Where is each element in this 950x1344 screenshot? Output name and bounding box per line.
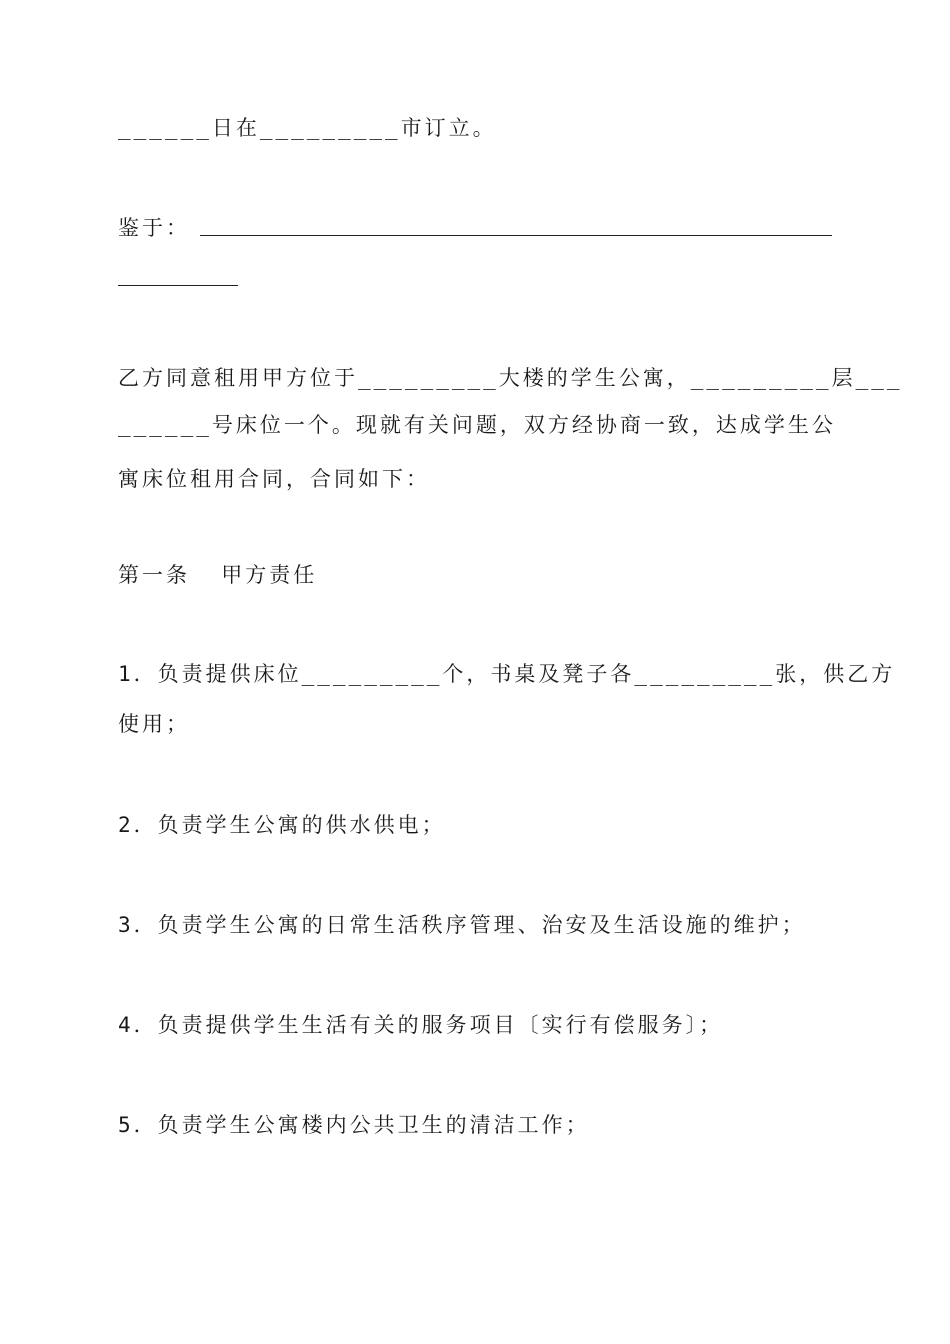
section-heading: 第一条 甲方责任 xyxy=(118,563,318,587)
whereas-blank-line-continued xyxy=(118,285,238,286)
whereas-blank-line xyxy=(200,235,832,236)
item-4: 4．负责提供学生生活有关的服务项目〔实行有偿服务〕； xyxy=(118,1013,724,1037)
item-1-line-1: 1．负责提供床位_________个，书桌及凳子各_________张，供乙方 xyxy=(118,662,896,686)
item-5: 5．负责学生公寓楼内公共卫生的清洁工作； xyxy=(118,1113,590,1137)
intro-line-3: 寓床位租用合同，合同如下： xyxy=(118,467,430,491)
item-2: 2．负责学生公寓的供水供电； xyxy=(118,813,446,837)
item-3: 3．负责学生公寓的日常生活秩序管理、治安及生活设施的维护； xyxy=(118,913,806,937)
intro-line-1: 乙方同意租用甲方位于_________大楼的学生公寓，_________层___ xyxy=(118,366,903,390)
intro-line-2: ______号床位一个。现就有关问题，双方经协商一致，达成学生公 xyxy=(118,413,836,437)
date-place-line: ______日在_________市订立。 xyxy=(118,116,497,140)
item-1-line-2: 使用； xyxy=(118,712,190,736)
whereas-label: 鉴于： xyxy=(118,216,190,240)
